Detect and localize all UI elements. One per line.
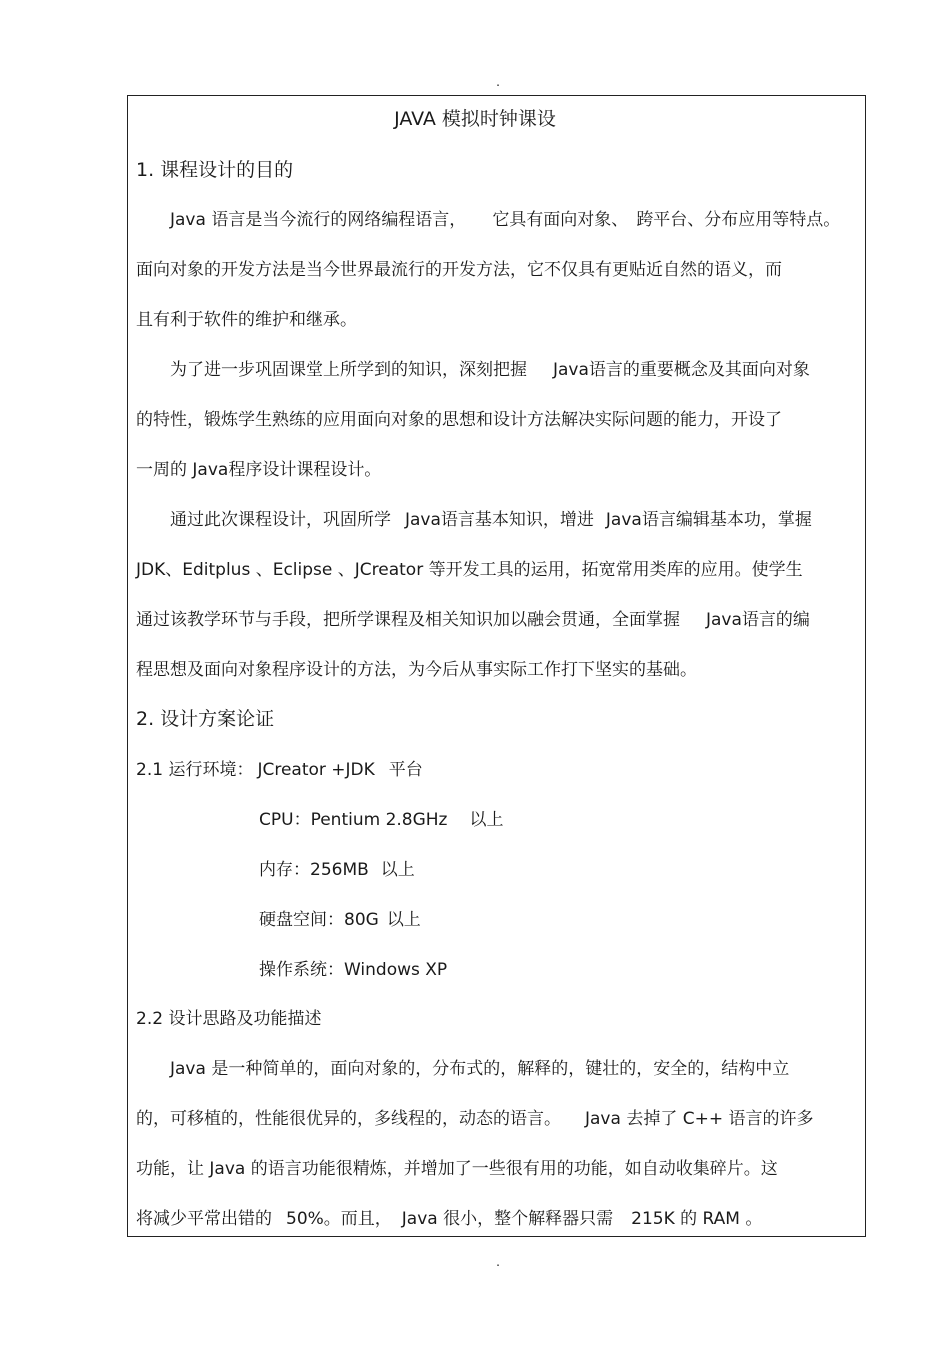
- text-run: Java 语言是当今流行的网络编程语言，: [170, 210, 467, 230]
- design-line-2: [136, 1107, 813, 1131]
- design-line-4: [136, 1207, 762, 1231]
- paragraph-3-line-4: 程思想及面向对象程序设计的方法，为今后从事实际工作打下坚实的基础。: [136, 660, 697, 680]
- env-line-memory: [259, 858, 415, 882]
- page-mark-top: .: [496, 75, 500, 89]
- text-run: Java 很小，整个解释器只需: [401, 1209, 614, 1229]
- design-line-1: Java 是一种简单的，面向对象的，分布式的，解释的，键壮的，安全的，结构中立: [170, 1059, 790, 1079]
- env-cpu-suffix: 以上: [469, 810, 504, 830]
- paragraph-2-line-2: 的特性，锻炼学生熟练的应用面向对象的思想和设计方法解决实际问题的能力，开设了: [136, 410, 782, 430]
- env-mem-suffix: 以上: [380, 860, 415, 880]
- page-mark-bottom: .: [496, 1255, 500, 1269]
- section-1-heading: 1. 课程设计的目的: [136, 159, 294, 181]
- env-mem: 内存：256MB: [259, 860, 369, 880]
- text-run: Java语言的编: [706, 610, 810, 630]
- paragraph-3-line-2: JDK、Editplus 、Eclipse 、JCreator 等开发工具的运用，拓宽常用类库的应用。使学生: [136, 560, 803, 580]
- text-run: Java语言的重要概念及其面向对象: [553, 360, 810, 380]
- env-line-platform: [136, 758, 423, 782]
- text-run: 的，可移植的，性能很优异的，多线程的，动态的语言。: [136, 1109, 561, 1129]
- env-disk-suffix: 以上: [386, 910, 421, 930]
- text-run: 将减少平常出错的: [136, 1209, 272, 1229]
- text-run: 通过此次课程设计，巩固所学: [170, 510, 391, 530]
- env-line-os: 操作系统：Windows XP: [259, 960, 448, 980]
- document-title: JAVA 模拟时钟课设: [394, 108, 556, 130]
- design-line-3: 功能，让 Java 的语言功能很精炼，并增加了一些很有用的功能，如自动收集碎片。这: [136, 1159, 778, 1179]
- env-disk: 硬盘空间：80G: [259, 910, 379, 930]
- text-run: Java 去掉了 C++ 语言的许多: [585, 1109, 814, 1129]
- paragraph-2-line-1: [170, 358, 810, 382]
- text-run: Java语言基本知识，增进: [405, 510, 594, 530]
- design-label: 2.2 设计思路及功能描述: [136, 1009, 322, 1029]
- paragraph-1-line-1: [170, 208, 840, 232]
- paragraph-2-line-3: 一周的 Java程序设计课程设计。: [136, 460, 382, 480]
- env-label: 2.1 运行环境：: [136, 760, 254, 780]
- env-line-cpu: [259, 808, 504, 832]
- paragraph-1-line-2: 面向对象的开发方法是当今世界最流行的开发方法，它不仅具有更贴近自然的语义，而: [136, 260, 782, 280]
- text-run: 通过该教学环节与手段，把所学课程及相关知识加以融会贯通，全面掌握: [136, 610, 680, 630]
- env-platform-suffix: 平台: [388, 760, 423, 780]
- text-run: 它具有面向对象、: [492, 210, 629, 230]
- text-run: 为了进一步巩固课堂上所学到的知识，深刻把握: [170, 360, 527, 380]
- text-run: 跨平台、分布应用等特点。: [636, 210, 841, 230]
- env-cpu: CPU：Pentium 2.8GHz: [259, 810, 448, 830]
- section-2-heading: 2. 设计方案论证: [136, 708, 275, 730]
- env-line-disk: [259, 908, 421, 932]
- paragraph-3-line-1: [170, 508, 812, 532]
- text-run: Java语言编辑基本功，掌握: [605, 510, 812, 530]
- paragraph-3-line-3: [136, 608, 810, 632]
- env-platform: JCreator +JDK: [257, 760, 375, 780]
- text-run: 215K 的 RAM 。: [631, 1209, 763, 1229]
- paragraph-1-line-3: 且有利于软件的维护和继承。: [136, 310, 357, 330]
- text-run: 50%。而且，: [286, 1209, 392, 1229]
